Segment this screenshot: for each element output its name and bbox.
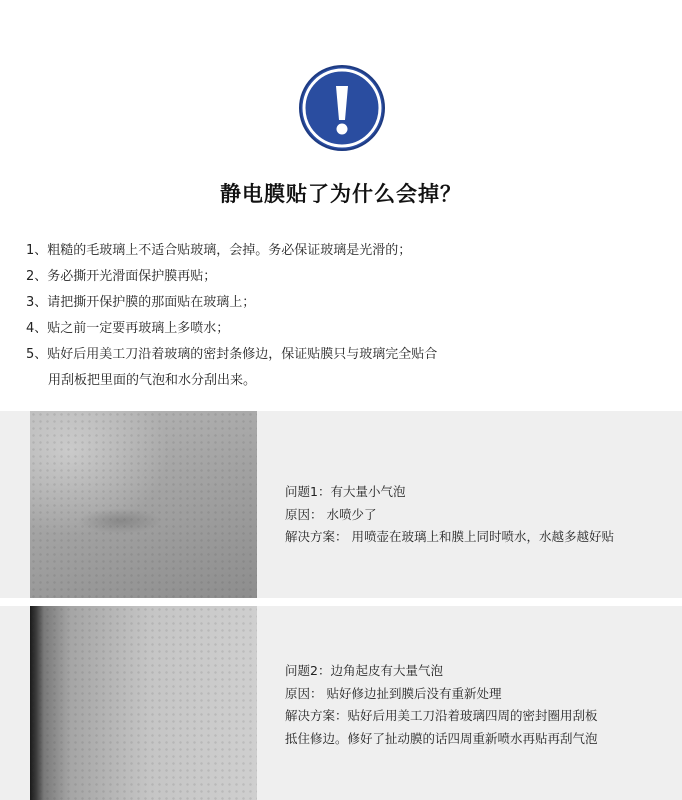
problem-solution: 解决方案： 用喷壶在玻璃上和膜上同时喷水，水越多越好贴: [285, 529, 614, 544]
list-item-continuation: 用刮板把里面的气泡和水分刮出来。: [48, 373, 257, 388]
problem-cause: 原因： 贴好修边扯到膜后没有重新处理: [285, 685, 502, 701]
problem-solution: 解决方案：贴好后用美工刀沿着玻璃四周的密封圈用刮板: [285, 708, 598, 723]
problem-panel-2: [0, 606, 682, 800]
tips-list: [26, 238, 666, 394]
page-title: 静电膜贴了为什么会掉？: [220, 182, 462, 206]
warning-icon: [298, 64, 386, 152]
edge-photo: [30, 606, 257, 800]
problem-info: [285, 660, 598, 750]
list-item: 4、贴之前一定要再玻璃上多喷水；: [26, 321, 230, 336]
problem-cause: 原因： 水喷少了: [285, 506, 377, 522]
list-item: 5、贴好后用美工刀沿着玻璃的密封条修边，保证贴膜只与玻璃完全贴合: [26, 347, 438, 362]
list-item: 3、请把撕开保护膜的那面贴在玻璃上；: [26, 295, 256, 310]
problem-title: 问题1：有大量小气泡: [285, 484, 406, 499]
problem-solution-cont: 抵住修边。修好了扯动膜的话四周重新喷水再贴再刮气泡: [285, 730, 598, 746]
list-item: 1、粗糙的毛玻璃上不适合贴玻璃，会掉。务必保证玻璃是光滑的；: [26, 243, 412, 258]
problem-title: 问题2：边角起皮有大量气泡: [285, 663, 443, 678]
list-item: 2、务必撕开光滑面保护膜再贴；: [26, 269, 217, 284]
problem-info: [285, 481, 614, 549]
bubble-photo: [30, 411, 257, 598]
problem-panel-1: [0, 411, 682, 598]
